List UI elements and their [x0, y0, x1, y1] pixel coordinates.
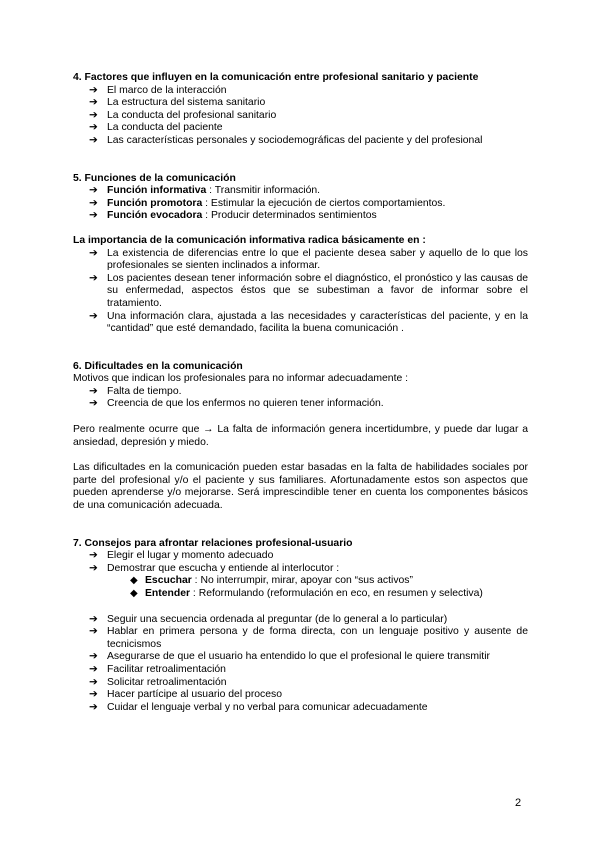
list-item: ➔ Demostrar que escucha y entiende al interlocutor : — [89, 562, 340, 574]
arrow-icon: ➔ — [89, 185, 98, 197]
list-item: ➔ La conducta del profesional sanitario — [89, 109, 277, 121]
arrow-icon: ➔ — [89, 651, 98, 663]
arrow-icon: ➔ — [89, 210, 98, 222]
importance-title: La importancia de la comunicación informativa radica básicamente en : — [73, 234, 426, 246]
section-5-list — [73, 185, 528, 223]
list-item: ➔ La conducta del paciente — [89, 122, 223, 134]
arrow-icon: ➔ — [89, 197, 98, 209]
list-item: ➔ Cuidar el lenguaje verbal y no verbal para comunicar adecuadamente — [89, 701, 428, 713]
arrow-icon: ➔ — [89, 385, 98, 397]
list-item: ➔ Función promotora : Estimular la ejecución de ciertos comportamientos. — [89, 197, 446, 209]
arrow-icon: ➔ — [89, 109, 98, 121]
list-item: ➔ Función informativa : Transmitir información. — [89, 185, 321, 197]
section-6-intro: Motivos que indican los profesionales para no informar adecuadamente : — [73, 373, 409, 385]
section-6-paragraph-2: Las dificultades en la comunicación pueden estar basadas en la falta de habilidades sociales por parte del profesional y/o el paciente y sus familiares. Afortunadamente estos son aspectos que pueden aprenderse y/o mejorarse. Será imprescindible tener en cuenta los componentes básicos de una comunicación adecuada. — [73, 462, 528, 512]
list-item: ➔ Asegurarse de que el usuario ha entendido lo que el profesional le quiere transmitir — [89, 651, 490, 663]
section-4 — [73, 72, 528, 148]
arrow-icon: ➔ — [89, 310, 98, 322]
list-item: ➔ Los pacientes desean tener información sobre el diagnóstico, el pronóstico y las causas de su enfermedad, aspectos éstos que se subestiman a favor de informar sobre el tratamiento. — [89, 272, 528, 309]
list-item: ➔ Falta de tiempo. — [89, 385, 182, 397]
sub-list-item: ◆ Entender : Reformulando (reformulación en eco, en resumen y selectiva) — [130, 588, 483, 599]
arrow-icon: ➔ — [89, 626, 98, 638]
section-6-title: 6. Dificultades en la comunicación — [73, 360, 243, 372]
list-item: ➔ Facilitar retroalimentación — [89, 663, 226, 675]
list-item: ➔ Las características personales y sociodemográficas del paciente y del profesional — [89, 134, 483, 146]
arrow-icon: ➔ — [89, 272, 98, 284]
list-item: ➔ Elegir el lugar y momento adecuado — [89, 550, 274, 562]
sub-list-item: ◆ Escuchar : No interrumpir, mirar, apoyar con “sus activos” — [130, 575, 413, 587]
section-7-sublist — [73, 575, 528, 600]
section-4-title: 4. Factores que influyen en la comunicación entre profesional sanitario y paciente — [73, 72, 479, 83]
arrow-icon: ➔ — [89, 398, 98, 410]
arrow-icon: ➔ — [89, 97, 98, 109]
section-7-title: 7. Consejos para afrontar relaciones profesional-usuario — [73, 537, 353, 549]
arrow-icon: ➔ — [89, 84, 98, 96]
arrow-icon: ➔ — [89, 701, 98, 713]
section-6-paragraph-1: Pero realmente ocurre que → La falta de información genera incertidumbre, y puede dar lugar a ansiedad, depresión y miedo. — [73, 424, 528, 448]
list-item: ➔ Una información clara, ajustada a las necesidades y características del paciente, y en la “cantidad” que esté demandado, facilita la buena comunicación . — [89, 310, 528, 335]
arrow-icon: ➔ — [89, 562, 98, 574]
list-item: ➔ Creencia de que los enfermos no quieren tener información. — [89, 398, 384, 410]
section-5 — [73, 173, 528, 223]
section-7 — [73, 538, 528, 715]
section-7-list-a — [73, 550, 528, 575]
page-number: 2 — [515, 797, 522, 809]
list-item: ➔ Solicitar retroalimentación — [89, 676, 227, 688]
section-6-list — [73, 386, 528, 411]
importance-section — [73, 235, 528, 336]
arrow-icon: ➔ — [89, 676, 98, 688]
list-item: ➔ Función evocadora : Producir determinados sentimientos — [89, 210, 377, 222]
diamond-icon: ◆ — [130, 588, 138, 599]
arrow-icon: ➔ — [89, 550, 98, 562]
diamond-icon: ◆ — [130, 575, 138, 587]
arrow-icon: ➔ — [89, 122, 98, 134]
arrow-icon: ➔ — [89, 689, 98, 701]
list-item: ➔ La existencia de diferencias entre lo que el paciente desea saber y aquello de lo que los profesionales se sienten inclinados a informar. — [89, 247, 528, 272]
arrow-icon: ➔ — [89, 663, 98, 675]
section-5-title: 5. Funciones de la comunicación — [73, 172, 236, 184]
list-item: ➔ Hacer partícipe al usuario del proceso — [89, 689, 283, 701]
arrow-icon: ➔ — [89, 613, 98, 625]
arrow-icon: ➔ — [89, 134, 98, 146]
list-item: ➔ Hablar en primera persona y de forma directa, con un lenguaje positivo y ausente de tecnicismos — [89, 626, 528, 650]
list-item: ➔ Seguir una secuencia ordenada al preguntar (de lo general a lo particular) — [89, 613, 448, 625]
section-7-list-b — [73, 614, 528, 715]
section-4-list — [73, 85, 528, 148]
document-page — [73, 72, 528, 714]
arrow-icon: ➔ — [89, 247, 98, 259]
list-item: ➔ El marco de la interacción — [89, 84, 227, 96]
section-6 — [73, 361, 528, 513]
list-item: ➔ La estructura del sistema sanitario — [89, 97, 266, 109]
importance-list — [73, 248, 528, 336]
